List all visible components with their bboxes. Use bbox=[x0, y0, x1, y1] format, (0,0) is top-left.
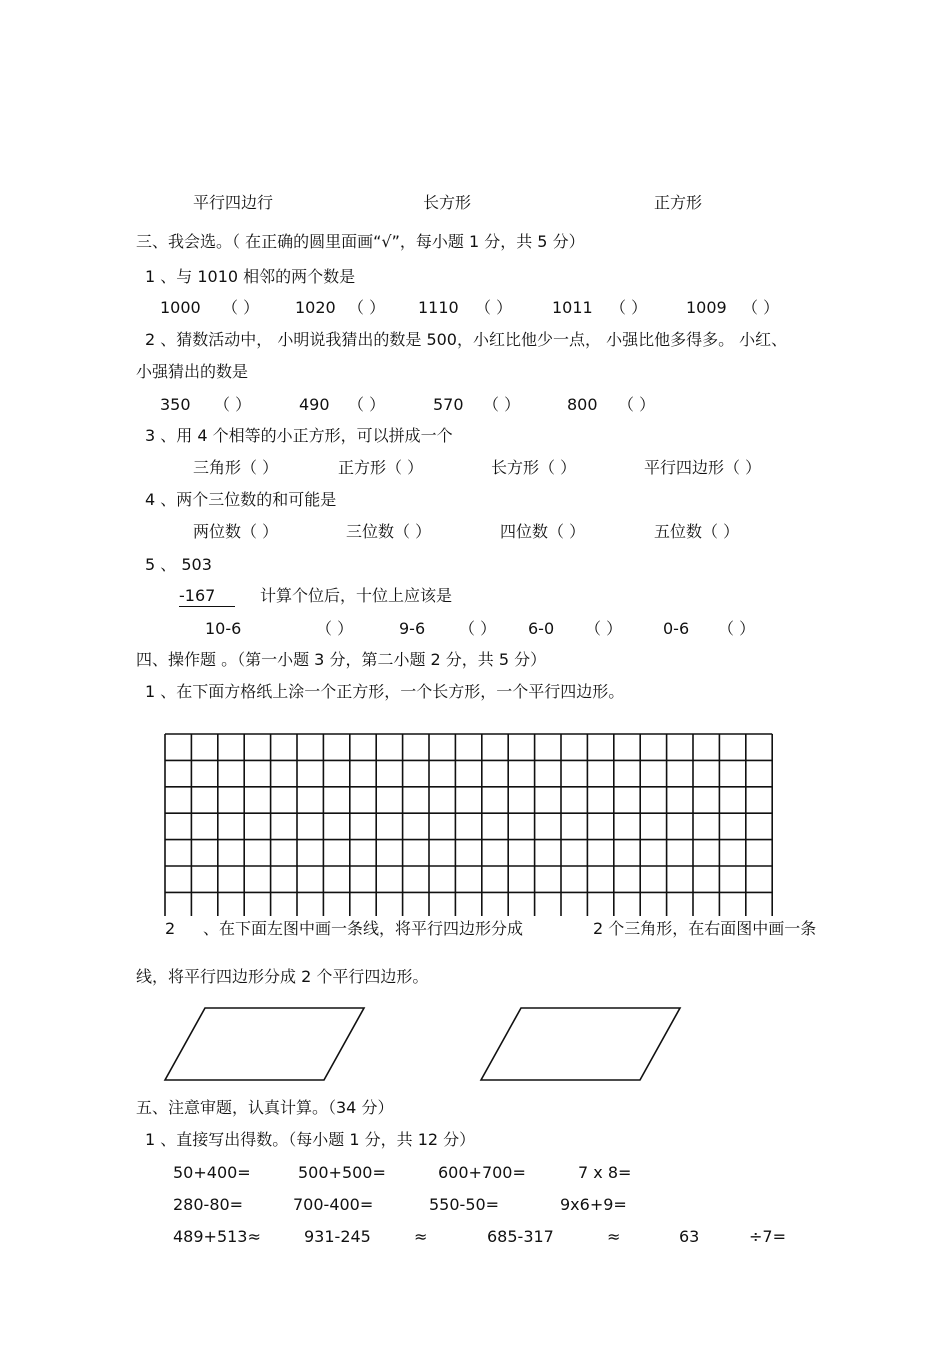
section4-title: 四、操作题 。（第一小题 3 分，第二小题 2 分，共 5 分） bbox=[136, 650, 547, 669]
q2-opt-3: 800 bbox=[567, 395, 598, 414]
q2-blank-2[interactable]: （ ） bbox=[483, 395, 521, 414]
q5-number: 5 、 503 bbox=[145, 555, 212, 574]
q4-opt-0[interactable]: 两位数（ ） bbox=[193, 522, 279, 541]
q3-text: 3 、用 4 个相等的小正方形，可以拼成一个 bbox=[145, 426, 453, 445]
q4-opt-1[interactable]: 三位数（ ） bbox=[346, 522, 432, 541]
q5-subtrahend: -167 bbox=[179, 586, 235, 607]
q2-opt-0: 350 bbox=[160, 395, 191, 414]
q4-opt-3[interactable]: 五位数（ ） bbox=[654, 522, 740, 541]
section5-title: 五、注意审题，认真计算。（34 分） bbox=[136, 1098, 394, 1117]
calc-3-3: 685-317 bbox=[487, 1227, 554, 1246]
grid-paper[interactable] bbox=[160, 730, 780, 916]
q1-opt-4: 1009 bbox=[686, 298, 727, 317]
q5-opt-0: 10-6 bbox=[205, 619, 242, 638]
s4-q2-text-a: 、在下面左图中画一条线，将平行四边形分成 bbox=[203, 919, 524, 938]
calc-2-3: 550-50= bbox=[429, 1195, 500, 1214]
q1-blank-0[interactable]: （ ） bbox=[222, 298, 260, 317]
s4-q2-number: 2 bbox=[165, 919, 176, 938]
calc-3-approx-b: ≈ bbox=[607, 1227, 621, 1246]
q5-blank-2[interactable]: （ ） bbox=[585, 619, 623, 638]
q5-blank-0[interactable]: （ ） bbox=[316, 619, 354, 638]
calc-1-3: 600+700= bbox=[438, 1163, 526, 1182]
q3-opt-2[interactable]: 长方形（ ） bbox=[491, 458, 577, 477]
q4-text: 4 、两个三位数的和可能是 bbox=[145, 490, 337, 509]
q1-blank-3[interactable]: （ ） bbox=[610, 298, 648, 317]
q5-text: 计算个位后，十位上应该是 bbox=[260, 586, 453, 605]
s4-q2-text-b: 2 个三角形，在右面图中画一条 bbox=[593, 919, 817, 938]
q1-blank-2[interactable]: （ ） bbox=[475, 298, 513, 317]
calc-2-1: 280-80= bbox=[173, 1195, 244, 1214]
s4-q1-text: 1 、在下面方格纸上涂一个正方形，一个长方形，一个平行四边形。 bbox=[145, 682, 625, 701]
label-parallelogram: 平行四边行 bbox=[193, 193, 274, 212]
label-square: 正方形 bbox=[654, 193, 703, 212]
q2-blank-0[interactable]: （ ） bbox=[214, 395, 252, 414]
q2-opt-2: 570 bbox=[433, 395, 464, 414]
calc-3-4-divide: ÷7= bbox=[749, 1227, 786, 1246]
q1-opt-2: 1110 bbox=[418, 298, 459, 317]
q3-opt-0[interactable]: 三角形（ ） bbox=[193, 458, 279, 477]
q2-opt-1: 490 bbox=[299, 395, 330, 414]
parallelogram-right[interactable] bbox=[476, 1002, 686, 1086]
s5-q1-text: 1 、直接写出得数。（每小题 1 分，共 12 分） bbox=[145, 1130, 476, 1149]
calc-1-2: 500+500= bbox=[298, 1163, 386, 1182]
q1-text: 1 、与 1010 相邻的两个数是 bbox=[145, 267, 356, 286]
calc-3-4: 63 bbox=[679, 1227, 700, 1246]
q5-blank-1[interactable]: （ ） bbox=[459, 619, 497, 638]
q1-blank-4[interactable]: （ ） bbox=[742, 298, 780, 317]
q1-opt-0: 1000 bbox=[160, 298, 201, 317]
q1-opt-1: 1020 bbox=[295, 298, 336, 317]
q4-opt-2[interactable]: 四位数（ ） bbox=[500, 522, 586, 541]
q2-text-1: 2 、猜数活动中， 小明说我猜出的数是 500，小红比他少一点， 小强比他多得多。 小红、 bbox=[145, 330, 788, 349]
calc-2-4: 9x6+9= bbox=[560, 1195, 627, 1214]
label-rectangle: 长方形 bbox=[423, 193, 472, 212]
calc-1-1: 50+400= bbox=[173, 1163, 251, 1182]
q5-opt-3: 0-6 bbox=[663, 619, 690, 638]
q2-text-2: 小强猜出的数是 bbox=[136, 362, 249, 381]
s4-q2-text-c: 线，将平行四边形分成 2 个平行四边形。 bbox=[136, 967, 429, 986]
q2-blank-1[interactable]: （ ） bbox=[348, 395, 386, 414]
calc-2-2: 700-400= bbox=[293, 1195, 374, 1214]
section3-title: 三、我会选。（ 在正确的圆里面画“√”，每小题 1 分，共 5 分） bbox=[136, 232, 585, 251]
calc-1-4: 7 x 8= bbox=[578, 1163, 632, 1182]
parallelogram-left[interactable] bbox=[160, 1002, 370, 1086]
q1-blank-1[interactable]: （ ） bbox=[348, 298, 386, 317]
q3-opt-1[interactable]: 正方形（ ） bbox=[338, 458, 424, 477]
calc-3-1: 489+513≈ bbox=[173, 1227, 261, 1246]
calc-3-approx-a: ≈ bbox=[414, 1227, 428, 1246]
calc-3-2: 931-245 bbox=[304, 1227, 371, 1246]
q3-opt-3[interactable]: 平行四边形（ ） bbox=[644, 458, 762, 477]
q5-opt-1: 9-6 bbox=[399, 619, 426, 638]
q2-blank-3[interactable]: （ ） bbox=[618, 395, 656, 414]
q5-blank-3[interactable]: （ ） bbox=[718, 619, 756, 638]
q1-opt-3: 1011 bbox=[552, 298, 593, 317]
q5-opt-2: 6-0 bbox=[528, 619, 555, 638]
